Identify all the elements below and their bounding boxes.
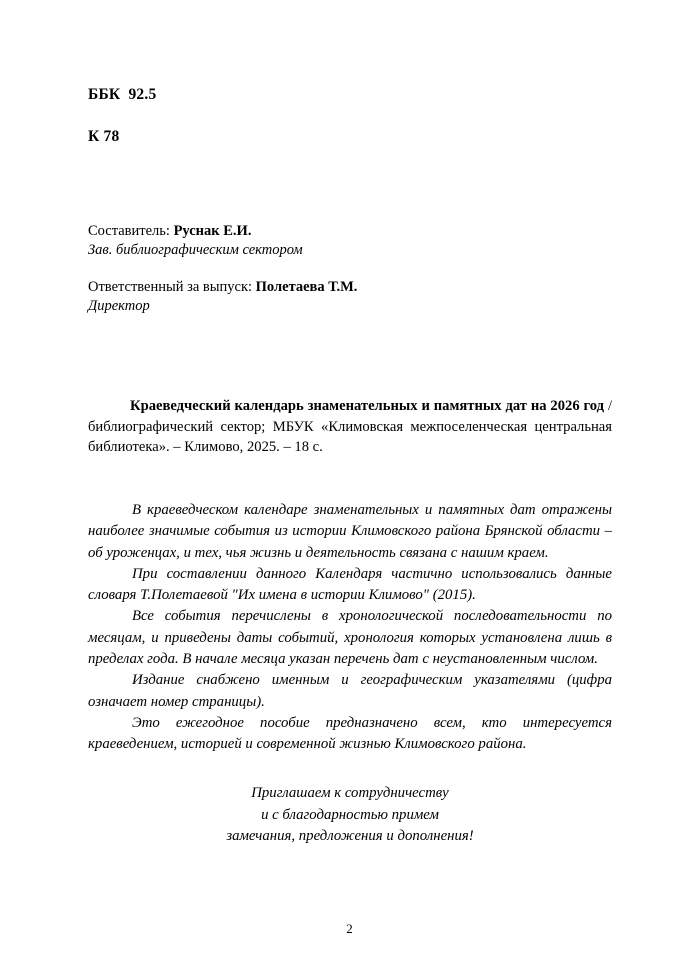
closing-line: Приглашаем к сотрудничеству xyxy=(251,785,449,801)
author-sign-code: К 78 xyxy=(88,128,120,146)
body-paragraph: Все события перечислены в хронологической последовательности по месяцам, и приведены даты событий, хронология которых установлена лишь в пределах года. В начале месяца указан перечень дат с неустановленным числом. xyxy=(88,608,612,668)
classification-codes xyxy=(88,85,508,147)
responsible-name: Полетаева Т.М. xyxy=(255,278,358,295)
compiler-role: Зав. библиографическим сектором xyxy=(88,242,303,259)
credit-compiler xyxy=(88,222,538,261)
bibliographic-imprint: / библиографический сектор; МБУК «Климовская межпоселенческая центральная библиотека». – Климово, 2025. – 18 с. xyxy=(88,398,612,456)
responsible-label: Ответственный за выпуск: xyxy=(88,278,256,295)
body-paragraph: Это ежегодное пособие предназначено всем, кто интересуется краеведением, историей и современной жизнью Климовского района. xyxy=(88,714,612,753)
body-paragraph: В краеведческом календаре знаменательных и памятных дат отражены наиболее значимые события из истории Климовского района Брянской области – об уроженцах, и тех, чья жизнь и деятельность связана с нашим краем. xyxy=(88,502,612,561)
closing-line: и с благодарностью примем xyxy=(261,806,439,823)
closing-line: замечания, предложения и дополнения! xyxy=(226,828,474,845)
credit-responsible xyxy=(88,278,538,317)
closing-invitation xyxy=(88,783,612,848)
body-paragraph: При составлении данного Календаря частично использовались данные словаря Т.Полетаевой "Их имена в истории Климово" (2015). xyxy=(88,565,612,604)
compiler-line xyxy=(88,222,538,241)
compiler-label: Составитель: xyxy=(88,223,174,239)
bibliographic-title: Краеведческий календарь знаменательных и памятных дат на 2026 год xyxy=(130,398,605,414)
responsible-role: Директор xyxy=(88,298,150,315)
compiler-name: Руснак Е.И. xyxy=(173,223,252,239)
responsible-line xyxy=(88,278,538,297)
bbk-code: ББК 92.5 xyxy=(88,86,157,103)
body-paragraph: Издание снабжено именным и географическим указателями (цифра означает номер страницы). xyxy=(88,672,612,710)
page-number: 2 xyxy=(346,921,353,936)
body-text xyxy=(88,500,612,756)
bibliographic-record xyxy=(88,396,612,458)
credits-block xyxy=(88,222,538,334)
